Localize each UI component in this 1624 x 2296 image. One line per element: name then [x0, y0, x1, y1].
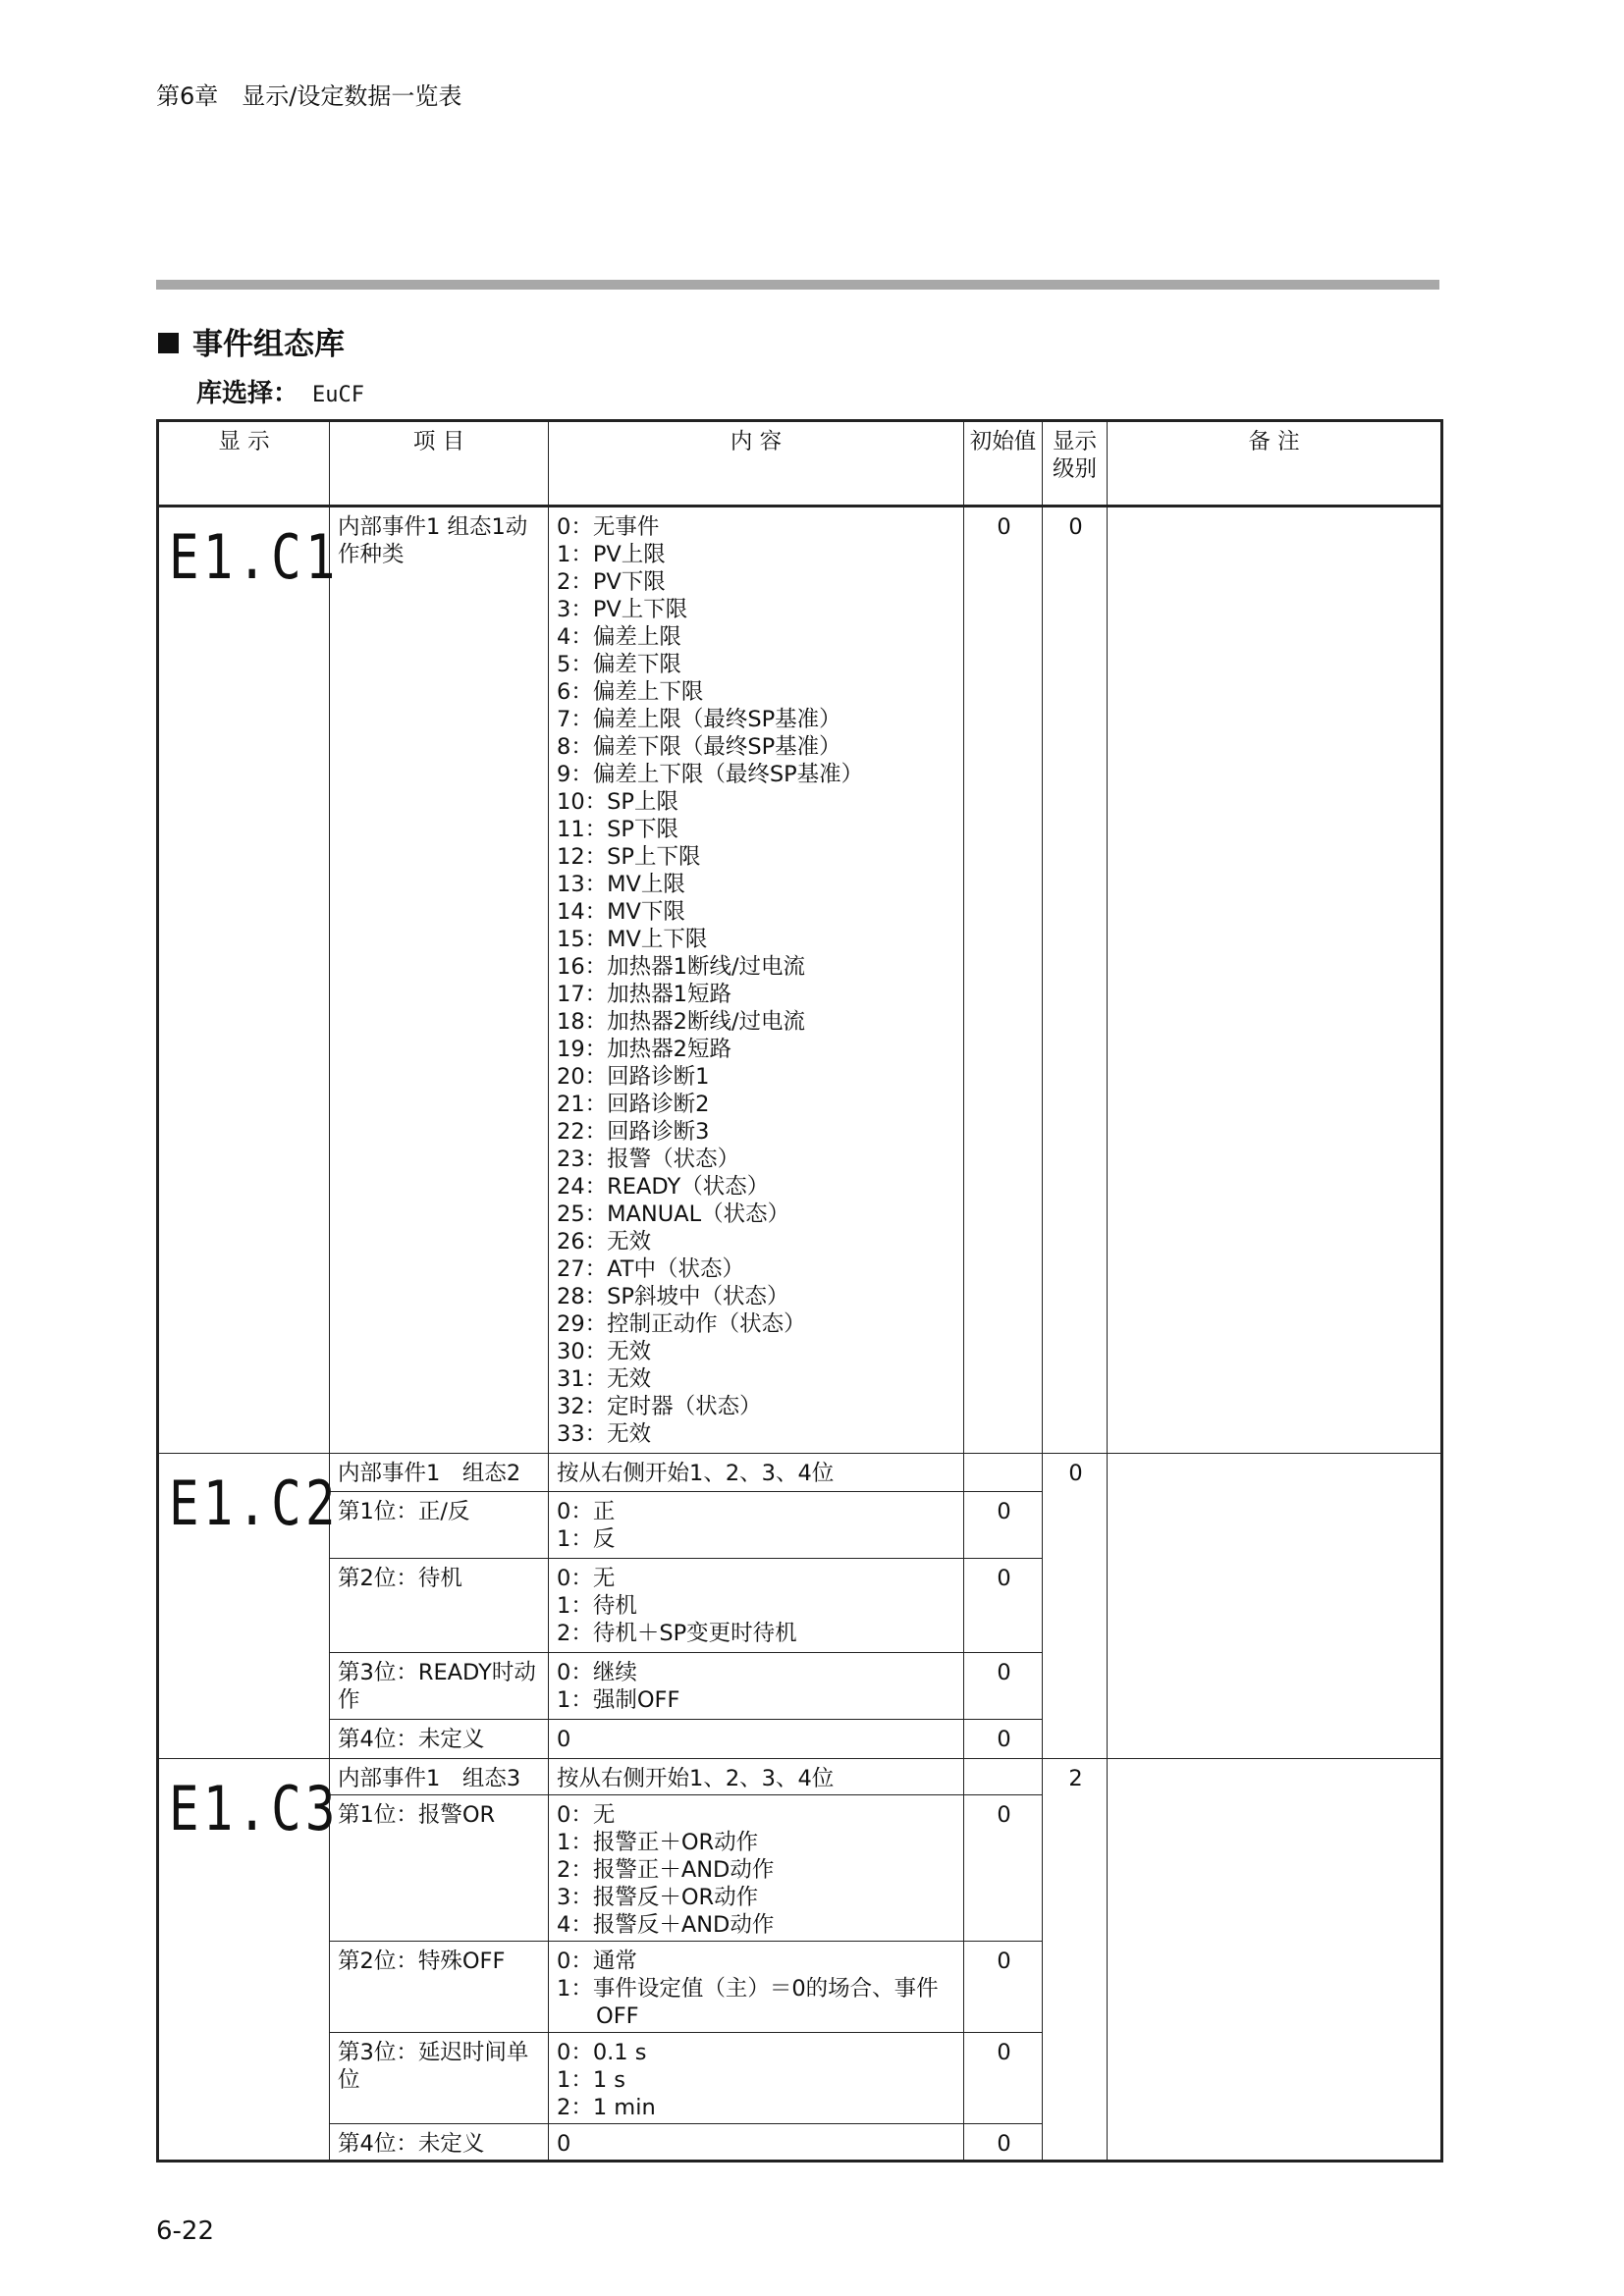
item-cell: 第2位：特殊OFF — [330, 1942, 549, 2033]
option: 25：MANUAL（状态） — [557, 1201, 790, 1227]
square-bullet-icon — [158, 333, 179, 353]
option: 21：回路诊断2 — [557, 1092, 710, 1117]
option: 3：PV上下限 — [557, 597, 688, 622]
header-level: 显示级别 — [1043, 421, 1108, 507]
option: 19：加热器2短路 — [557, 1037, 731, 1062]
option: 28：SP斜坡中（状态） — [557, 1284, 789, 1309]
option: 32：定时器（状态） — [557, 1394, 762, 1419]
bank-select — [196, 373, 364, 409]
display-code: E1.C2 — [169, 1468, 340, 1539]
table-header-row — [158, 421, 1442, 507]
initial-value: 0 — [964, 2033, 1043, 2124]
header-content: 内 容 — [549, 421, 964, 507]
table-row — [158, 1454, 1442, 1492]
option: 17：加热器1短路 — [557, 982, 731, 1007]
display-code: E1.C3 — [169, 1773, 340, 1844]
table-row — [158, 507, 1442, 1454]
content-cell: 按从右侧开始1、2、3、4位 — [549, 1759, 964, 1795]
item-cell: 内部事件1 组态1动作种类 — [330, 507, 549, 1454]
option: 13：MV上限 — [557, 872, 685, 897]
option: 22：回路诊断3 — [557, 1119, 710, 1145]
option: 23：报警（状态） — [557, 1147, 740, 1172]
option: 14：MV下限 — [557, 899, 685, 925]
chapter-header: 第6章 显示/设定数据一览表 — [156, 82, 462, 110]
option: 30：无效 — [557, 1339, 652, 1364]
option: 1：PV上限 — [557, 542, 666, 567]
table-row — [158, 1759, 1442, 1795]
header-item: 项 目 — [330, 421, 549, 507]
option: 1：待机 — [557, 1593, 637, 1619]
option: 0：0.1 s — [557, 2040, 647, 2065]
option: 0：无 — [557, 1802, 616, 1828]
options-cell — [549, 1795, 964, 1942]
content-cell: 0 — [549, 1720, 964, 1759]
option: 0：无事件 — [557, 514, 660, 540]
option: 0：正 — [557, 1499, 616, 1524]
option: 1：1 s — [557, 2067, 626, 2093]
header-initial: 初始值 — [964, 421, 1043, 507]
content-cell: 0 — [549, 2124, 964, 2162]
item-cell: 第3位：延迟时间单位 — [330, 2033, 549, 2124]
initial-value — [964, 1454, 1043, 1492]
option: 20：回路诊断1 — [557, 1064, 710, 1090]
initial-value: 0 — [964, 1492, 1043, 1559]
option: 12：SP上下限 — [557, 844, 701, 870]
initial-value: 0 — [964, 1720, 1043, 1759]
display-code: E1.C1 — [169, 521, 340, 593]
option: 1：强制OFF — [557, 1687, 680, 1713]
item-cell: 第4位：未定义 — [330, 1720, 549, 1759]
option: 9：偏差上下限（最终SP基准） — [557, 762, 864, 787]
display-level: 0 — [1043, 1454, 1108, 1759]
page-number: 6-22 — [156, 2216, 215, 2246]
option: 0：无 — [557, 1566, 616, 1591]
option: 2：PV下限 — [557, 569, 666, 595]
option: 29：控制正动作（状态） — [557, 1311, 806, 1337]
option: 8：偏差下限（最终SP基准） — [557, 734, 841, 760]
option: 27：AT中（状态） — [557, 1256, 745, 1282]
header-note: 备 注 — [1108, 421, 1442, 507]
options-cell — [549, 1559, 964, 1653]
option: 18：加热器2断线/过电流 — [557, 1009, 806, 1035]
option: 11：SP下限 — [557, 817, 678, 842]
segment-display — [158, 1759, 340, 2162]
display-level: 0 — [1043, 507, 1108, 1454]
bank-label: 库选择： — [196, 379, 299, 408]
segment-display — [158, 507, 340, 1454]
initial-value — [964, 1759, 1043, 1795]
options-cell — [549, 1492, 964, 1559]
note-cell — [1108, 1759, 1442, 2162]
option: 1：事件设定值（主）＝0的场合、事件OFF — [557, 1976, 939, 2029]
option: 7：偏差上限（最终SP基准） — [557, 707, 841, 732]
option: 33：无效 — [557, 1421, 652, 1447]
option: 26：无效 — [557, 1229, 652, 1255]
item-cell: 内部事件1 组态2 — [330, 1454, 549, 1492]
option: 0：继续 — [557, 1660, 637, 1685]
option: 0：通常 — [557, 1949, 637, 1974]
initial-value: 0 — [964, 1795, 1043, 1942]
header-display: 显 示 — [158, 421, 330, 507]
section-title — [158, 319, 345, 363]
section-divider — [156, 280, 1439, 290]
option: 15：MV上下限 — [557, 927, 708, 952]
option: 2：待机＋SP变更时待机 — [557, 1621, 797, 1646]
option: 6：偏差上下限 — [557, 679, 704, 705]
option: 2：报警正＋AND动作 — [557, 1857, 775, 1883]
item-cell: 第3位：READY时动作 — [330, 1653, 549, 1720]
item-cell: 内部事件1 组态3 — [330, 1759, 549, 1795]
option: 1：反 — [557, 1526, 616, 1552]
option: 3：报警反＋OR动作 — [557, 1885, 759, 1910]
bank-code: EuCF — [312, 383, 364, 407]
option: 24：READY（状态） — [557, 1174, 770, 1200]
option: 31：无效 — [557, 1366, 652, 1392]
option: 2：1 min — [557, 2095, 656, 2120]
item-cell: 第4位：未定义 — [330, 2124, 549, 2162]
option: 4：偏差上限 — [557, 624, 681, 650]
item-cell: 第1位：报警OR — [330, 1795, 549, 1942]
options-cell — [549, 1942, 964, 2033]
option: 10：SP上限 — [557, 789, 678, 815]
segment-display — [158, 1454, 340, 1759]
section-title-text: 事件组态库 — [192, 327, 345, 362]
options-cell — [549, 2033, 964, 2124]
initial-value: 0 — [964, 1559, 1043, 1653]
options-cell — [549, 507, 964, 1454]
item-cell: 第2位：待机 — [330, 1559, 549, 1653]
option: 4：报警反＋AND动作 — [557, 1912, 775, 1938]
item-cell: 第1位：正/反 — [330, 1492, 549, 1559]
initial-value: 0 — [964, 507, 1043, 1454]
initial-value: 0 — [964, 1942, 1043, 2033]
option: 1：报警正＋OR动作 — [557, 1830, 759, 1855]
settings-table — [156, 419, 1443, 2163]
options-cell — [549, 1653, 964, 1720]
content-cell: 按从右侧开始1、2、3、4位 — [549, 1454, 964, 1492]
initial-value: 0 — [964, 2124, 1043, 2162]
display-level: 2 — [1043, 1759, 1108, 2162]
option: 16：加热器1断线/过电流 — [557, 954, 806, 980]
note-cell — [1108, 1454, 1442, 1759]
initial-value: 0 — [964, 1653, 1043, 1720]
note-cell — [1108, 507, 1442, 1454]
option: 5：偏差下限 — [557, 652, 681, 677]
